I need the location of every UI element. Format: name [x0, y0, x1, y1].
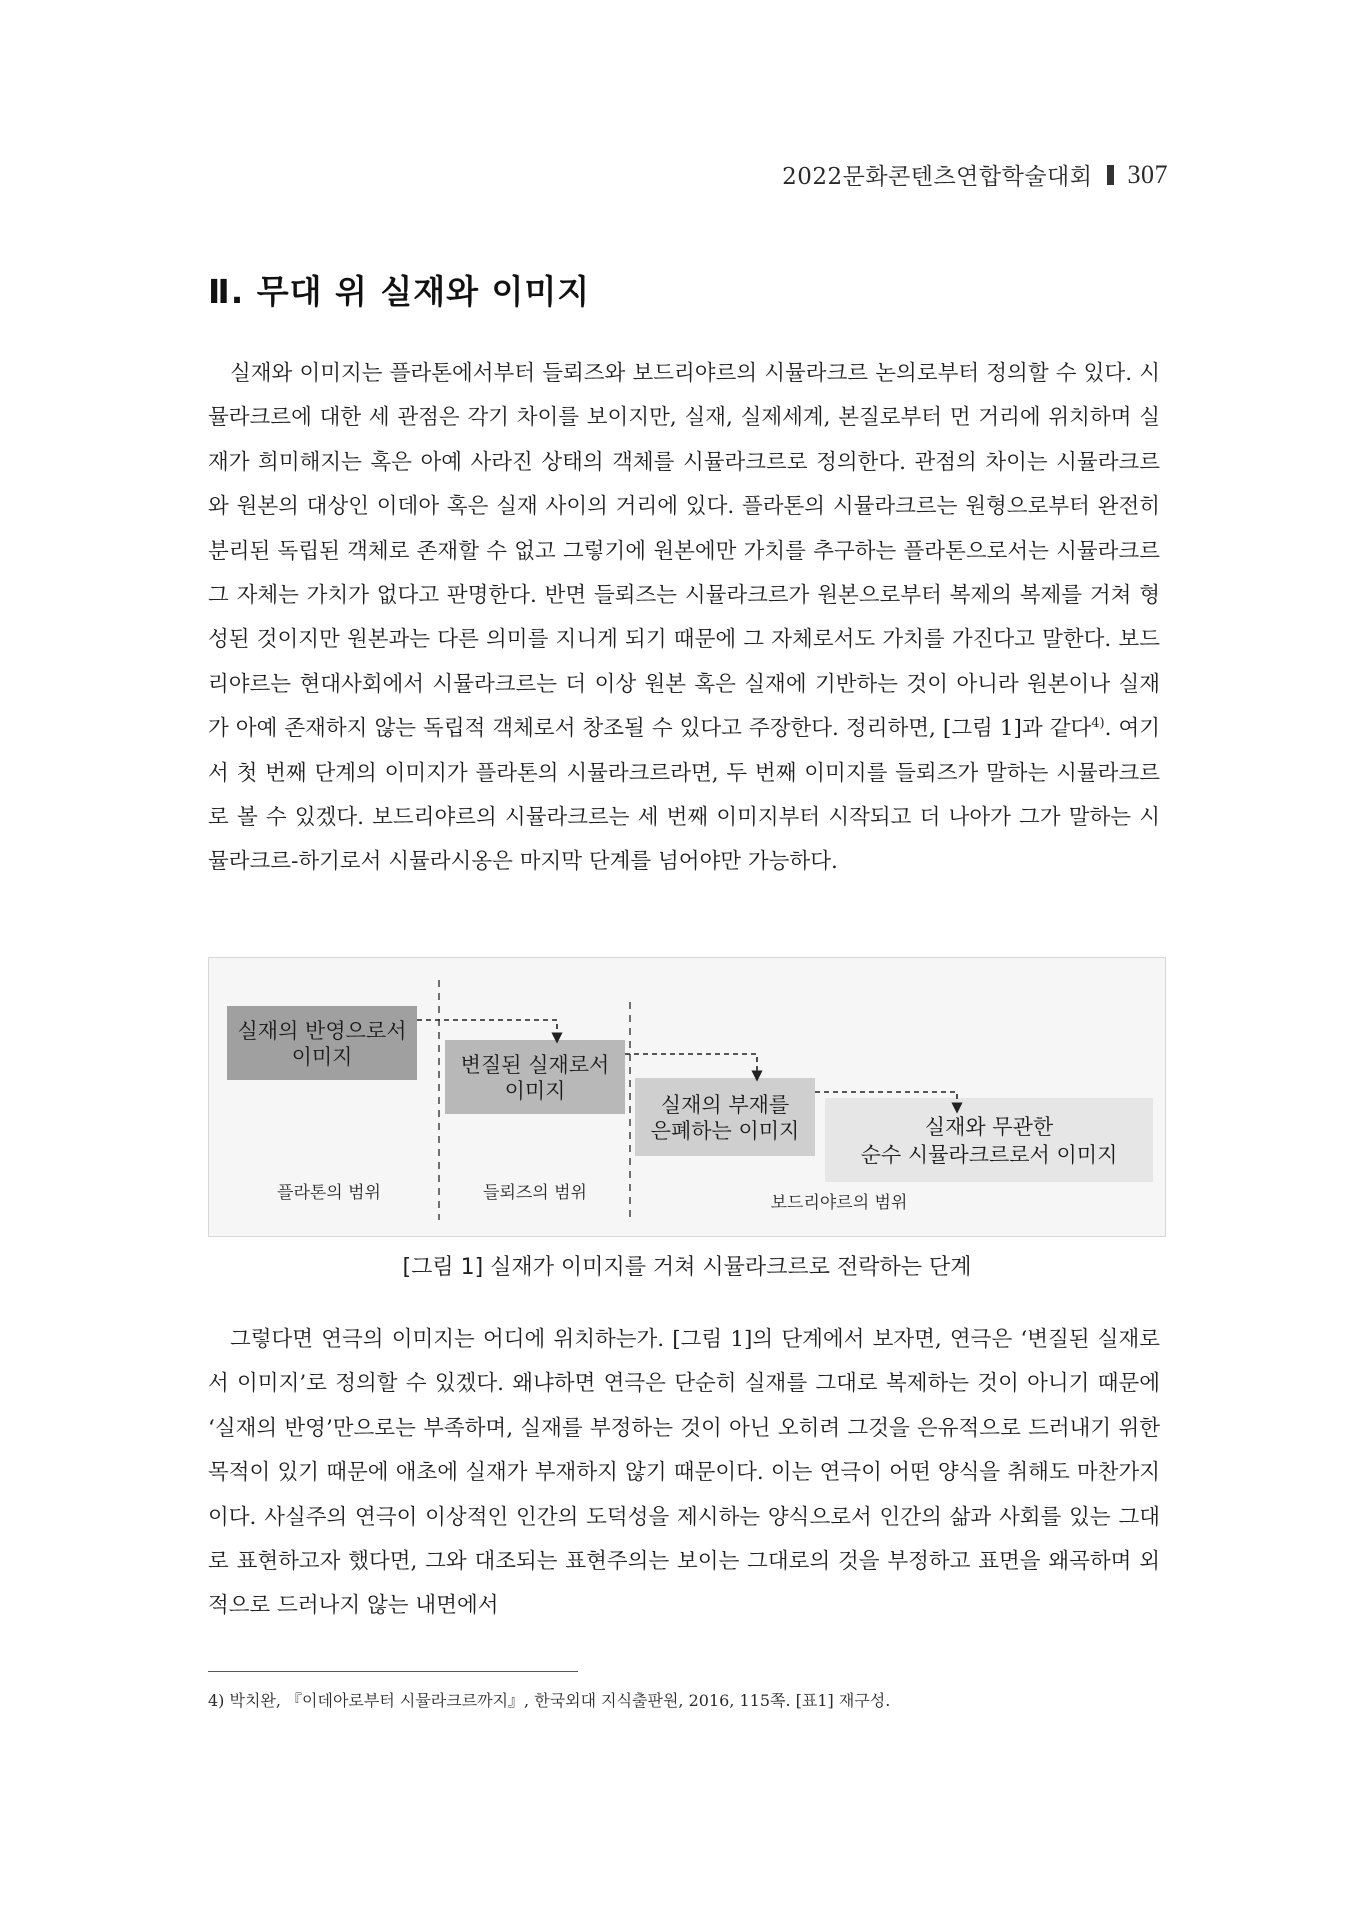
body-paragraph-1	[208, 352, 1160, 885]
figure-1-diagram	[209, 958, 1167, 1238]
paragraph-1-text-a: 실재와 이미지는 플라톤에서부터 들뢰즈와 보드리야르의 시뮬라크르 논의로부터 정의할 수 있다. 시뮬라크르에 대한 세 관점은 각기 차이를 보이지만, 실재, 실제세계, 본질로부터 먼 거리에 위치하며 실재가 희미해지는 혹은 아예 사라진 상태의 객체를 시뮬라크르로 정의한다. 관점의 차이는 시뮬라크르와 원본의 대상인 이데아 혹은 실재 사이의 거리에 있다. 플라톤의 시뮬라크르는 원형으로부터 완전히 분리된 독립된 객체로 존재할 수 없고 그렇기에 원본에만 가치를 추구하는 플라톤으로서는 시뮬라크르 그 자체는 가치가 없다고 판명한다. 반면 들뢰즈는 시뮬라크르가 원본으로부터 복제의 복제를 거쳐 형성된 것이지만 원본과는 다른 의미를 지니게 되기 때문에 그 자체로서도 가치를 가진다고 말한다. 보드리야르는 현대사회에서 시뮬라크르는 더 이상 원본 혹은 실재에 기반하는 것이 아니라 원본이나 실재가 아예 존재하지 않는 독립적 객체로서 창조될 수 있다고 주장한다. 정리하면, [그림 1]과 같다	[208, 361, 1160, 742]
stage-box-4	[825, 1098, 1153, 1182]
region-label-deleuze: 들뢰즈의 범위	[483, 1183, 587, 1203]
box-4-line-2: 순수 시뮬라크르로서 이미지	[860, 1143, 1118, 1167]
running-header	[782, 158, 1168, 191]
page-number: 307	[1127, 159, 1168, 189]
arrow-2	[625, 1054, 757, 1076]
arrow-1	[417, 1020, 557, 1038]
box-1-line-1: 실재의 반영으로서	[237, 1019, 407, 1043]
stage-box-3	[635, 1078, 815, 1156]
footnote-4: 4) 박치완, 『이데아로부터 시뮬라크르까지』, 한국외대 지식출판원, 2016, 115쪽. [표1] 재구성.	[208, 1691, 891, 1710]
box-3-line-1: 실재의 부재를	[660, 1093, 790, 1117]
box-4-line-1: 실재와 무관한	[924, 1115, 1054, 1139]
section-title: Ⅱ. 무대 위 실재와 이미지	[208, 272, 591, 311]
box-2-line-1: 변질된 실재로서	[460, 1053, 610, 1077]
region-label-plato: 플라톤의 범위	[277, 1183, 381, 1203]
body-paragraph-2: 그렇다면 연극의 이미지는 어디에 위치하는가. [그림 1]의 단계에서 보자면, 연극은 ‘변질된 실재로서 이미지’로 정의할 수 있겠다. 왜냐하면 연극은 단순히 실재를 그대로 복제하는 것이 아니기 때문에 ‘실재의 반영’만으로는 부족하며, 실재를 부정하는 것이 아닌 오히려 그것을 은유적으로 드러내기 위한 목적이 있기 때문에 애초에 실재가 부재하지 않기 때문이다. 이는 연극이 어떤 양식을 취해도 마찬가지이다. 사실주의 연극이 이상적인 인간의 도덕성을 제시하는 양식으로서 인간의 삶과 사회를 있는 그대로 표현하고자 했다면, 그와 대조되는 표현주의는 보이는 그대로의 것을 부정하고 표면을 왜곡하며 외적으로 드러나지 않는 내면에서	[208, 1327, 1160, 1619]
paragraph-1-text-b: . 여기서 첫 번째 단계의 이미지가 플라톤의 시뮬라크르라면, 두 번째 이미지를 들뢰즈가 말하는 시뮬라크르로 볼 수 있겠다. 보드리야르의 시뮬라크르는 세 번째 이미지부터 시작되고 더 나아가 그가 말하는 시뮬라크르-하기로서 시뮬라시옹은 마지막 단계를 넘어야만 가능하다.	[208, 716, 1160, 875]
journal-title: 2022문화콘텐츠연합학술대회	[782, 164, 1093, 190]
separator-bar	[1107, 165, 1114, 185]
box-2-line-2: 이미지	[504, 1079, 566, 1103]
figure-1	[208, 957, 1166, 1237]
footnote-divider	[208, 1671, 578, 1672]
box-3-line-2: 은폐하는 이미지	[650, 1119, 800, 1143]
figure-caption: [그림 1] 실재가 이미지를 거쳐 시뮬라크르로 전락하는 단계	[402, 1255, 972, 1280]
region-label-baudrillard: 보드리야르의 범위	[770, 1193, 908, 1213]
footnote-ref-4[interactable]: 4)	[1091, 716, 1105, 732]
box-1-line-2: 이미지	[291, 1045, 353, 1069]
